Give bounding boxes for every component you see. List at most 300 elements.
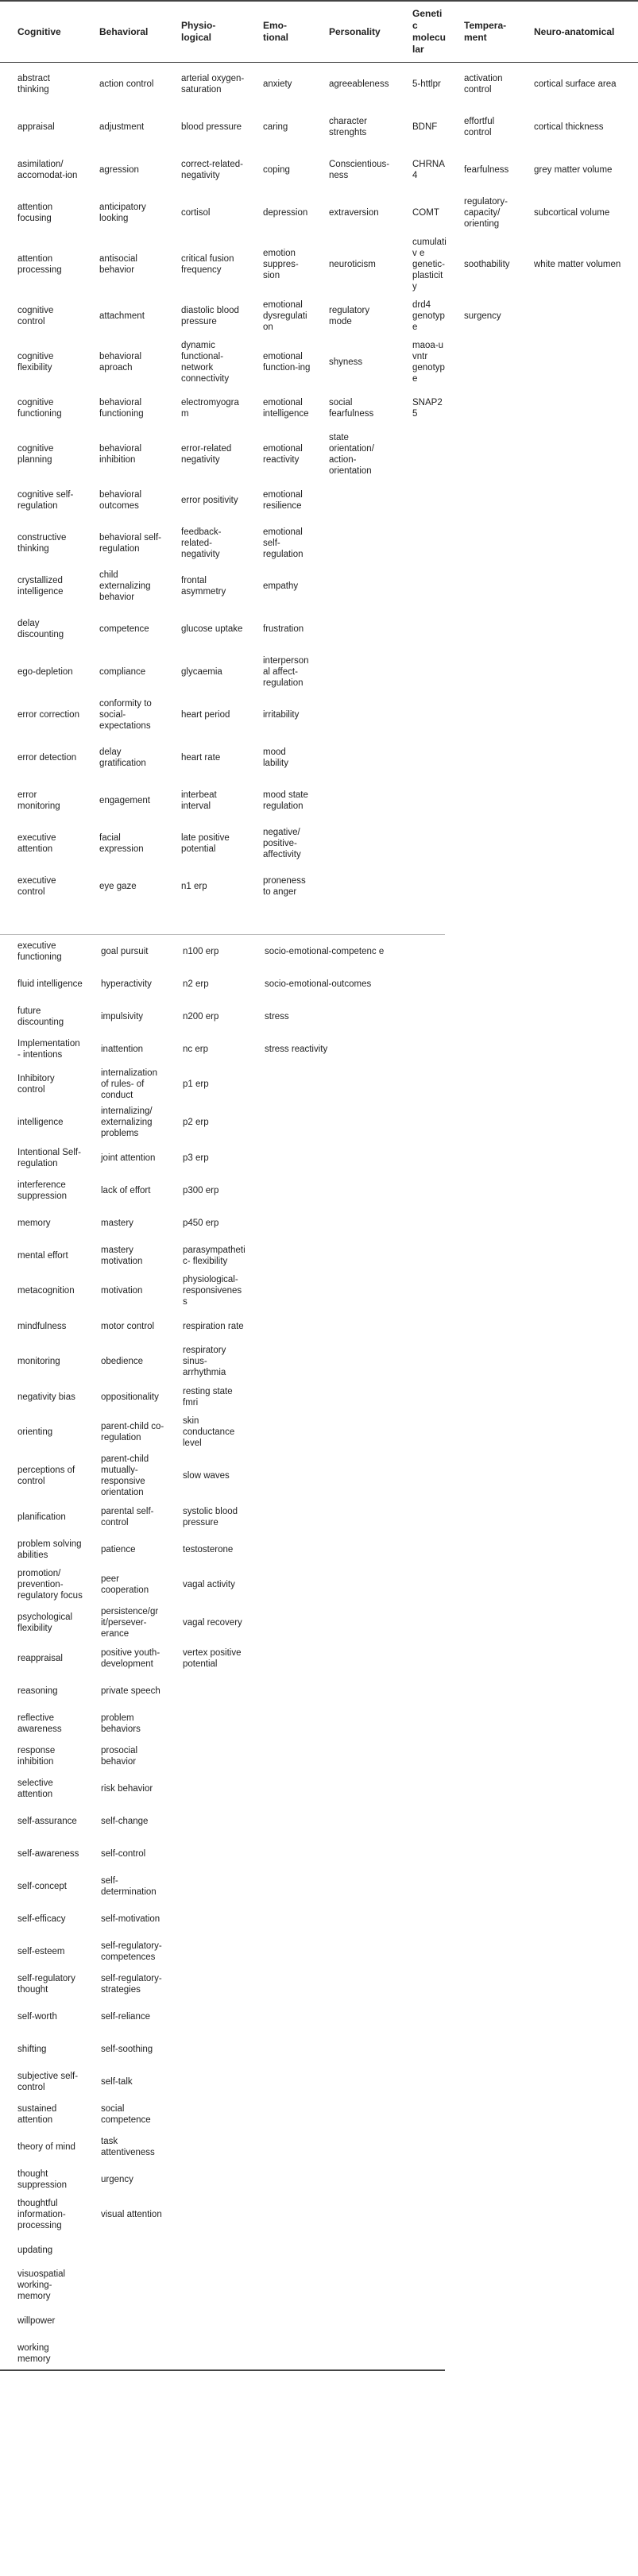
table-cell: reasoning	[17, 1686, 58, 1696]
table-cell	[165, 1805, 247, 1837]
table-cell: cognitive self-regulation	[17, 490, 74, 511]
table-row	[0, 565, 638, 608]
table-cell: interbeat interval	[181, 790, 217, 811]
table-row	[0, 1451, 445, 1500]
table-cell: self-concept	[17, 1881, 68, 1891]
table-cell	[247, 1707, 445, 1740]
table-cell: agression	[99, 165, 139, 175]
table-cell: empathy	[263, 581, 299, 591]
table-cell: socio-emotional-outcomes	[265, 979, 372, 989]
table-row	[0, 1566, 445, 1604]
table-cell: character strenghts	[329, 117, 367, 137]
table-cell: regulatory-capacity/ orienting	[464, 197, 508, 229]
table-cell: emotion suppres-sion	[263, 249, 299, 280]
table-row	[0, 2337, 445, 2370]
table-cell: thought suppression	[17, 2169, 68, 2190]
table-cell	[165, 1674, 247, 1707]
table-cell	[165, 2000, 247, 2033]
table-cell: shyness	[329, 357, 363, 367]
table-row	[0, 1642, 445, 1674]
table-cell	[247, 1207, 445, 1239]
table-cell: conformity to social-expectations	[99, 699, 152, 731]
table-cell: impulsivity	[101, 1011, 144, 1022]
table-row	[0, 2098, 445, 2130]
table-cell: visuospatial working-memory	[17, 2269, 66, 2301]
table-cell: interperson al affect-regulation	[263, 656, 309, 688]
table-cell: negativity bias	[17, 1392, 75, 1402]
table-cell: Conscientious-ness	[329, 160, 390, 180]
table-cell: crystallized intelligence	[17, 576, 64, 597]
table-row	[0, 479, 638, 522]
table-cell	[83, 2234, 165, 2266]
table-cell	[165, 2337, 247, 2370]
table-cell: cognitive planning	[17, 444, 54, 465]
table-cell: slow waves	[183, 1471, 230, 1481]
table-cell: p300 erp	[183, 1185, 219, 1195]
constructs-table-bottom	[0, 934, 445, 2371]
table-row	[0, 63, 638, 106]
table-cell: heart rate	[181, 753, 221, 763]
table-cell	[247, 1968, 445, 2000]
table-cell: theory of mind	[17, 2142, 75, 2152]
table-cell	[395, 608, 447, 651]
table-cell: parental self-control	[101, 1506, 154, 1527]
table-cell	[165, 2163, 247, 2196]
column-header: Personality	[329, 25, 381, 37]
table-cell: late positive potential	[181, 833, 230, 854]
table-row	[0, 1342, 445, 1381]
table-cell: SNAP25	[412, 398, 443, 419]
table-cell: internalizing/ externalizing problems	[101, 1106, 153, 1138]
table-cell	[447, 522, 516, 565]
table-cell	[516, 565, 638, 608]
table-cell	[247, 2196, 445, 2234]
table-cell	[247, 1642, 445, 1674]
table-cell	[247, 1740, 445, 1772]
table-cell: constructive thinking	[17, 533, 67, 554]
table-cell: vagal recovery	[183, 1618, 242, 1628]
table-row	[0, 1533, 445, 1566]
table-cell: emotional resilience	[263, 490, 303, 511]
table-cell	[247, 1103, 445, 1141]
table-cell: Intentional Self-regulation	[17, 1147, 81, 1168]
table-cell: error detection	[17, 753, 77, 763]
table-cell: activation control	[464, 74, 503, 95]
table-row	[0, 779, 638, 822]
table-cell	[516, 736, 638, 779]
table-cell: behavioral inhibition	[99, 444, 142, 465]
table-cell: skin conductance level	[183, 1416, 235, 1448]
table-cell: motivation	[101, 1286, 143, 1296]
table-cell	[247, 2033, 445, 2065]
table-row	[0, 1968, 445, 2000]
table-cell: motor control	[101, 1321, 155, 1331]
table-cell: action control	[99, 79, 154, 89]
table-cell	[311, 608, 395, 651]
table-cell: cortical surface area	[534, 79, 617, 89]
table-cell: white matter volumen	[534, 260, 621, 269]
table-row	[0, 1707, 445, 1740]
table-cell: self-esteem	[17, 1946, 65, 1956]
table-cell: executive control	[17, 876, 56, 897]
table-cell: goal pursuit	[101, 946, 149, 956]
table-cell: Inhibitory control	[17, 1074, 55, 1095]
table-cell: self-regulatory thought	[17, 1973, 75, 1995]
table-cell	[165, 1772, 247, 1805]
table-row	[0, 1413, 445, 1451]
table-cell	[165, 2234, 247, 2266]
table-cell: positive youth-development	[101, 1647, 160, 1669]
table-row	[0, 2304, 445, 2337]
table-cell	[311, 779, 395, 822]
table-cell	[83, 2337, 165, 2370]
table-cell: correct-related-negativity	[181, 160, 243, 180]
table-row	[0, 2196, 445, 2234]
column-header: Genetic molecular	[412, 8, 447, 55]
table-row	[0, 1805, 445, 1837]
table-cell	[83, 2266, 165, 2304]
table-row	[0, 338, 638, 387]
table-cell	[165, 2098, 247, 2130]
column-header: Behavioral	[99, 25, 149, 37]
table-cell: vertex positive potential	[183, 1647, 242, 1669]
table-cell	[447, 479, 516, 522]
table-cell: intelligence	[17, 1118, 64, 1127]
table-cell: electromyogra m	[181, 398, 239, 419]
table-cell: BDNF	[412, 122, 438, 132]
table-cell: metacognition	[17, 1286, 75, 1296]
table-cell	[447, 387, 516, 430]
table-row	[0, 2033, 445, 2065]
table-cell: social fearfulness	[329, 398, 374, 419]
table-cell: n100 erp	[183, 946, 219, 956]
table-row	[0, 1935, 445, 1968]
table-row	[0, 1207, 445, 1239]
table-cell: self-regulatory-strategies	[101, 1973, 162, 1995]
table-cell: effortful control	[464, 117, 495, 137]
table-cell: peer cooperation	[101, 1574, 149, 1595]
table-cell: vagal activity	[183, 1580, 235, 1589]
table-cell: blood pressure	[181, 122, 242, 132]
table-row	[0, 149, 638, 191]
table-cell	[247, 1935, 445, 1968]
table-cell: emotional reactivity	[263, 444, 303, 465]
table-cell: feedback-related-negativity	[181, 527, 222, 559]
table-cell: facial expression	[99, 833, 144, 854]
table-cell	[165, 1968, 247, 2000]
table-cell: self-control	[101, 1848, 146, 1859]
table-cell: cognitive flexibility	[17, 352, 54, 373]
table-cell: working memory	[17, 2342, 51, 2364]
table-cell	[247, 1413, 445, 1451]
table-row	[0, 608, 638, 651]
table-cell	[516, 430, 638, 479]
table-cell: self-assurance	[17, 1816, 77, 1826]
table-cell: self-motivation	[101, 1914, 160, 1924]
table-cell	[311, 565, 395, 608]
table-cell	[247, 1451, 445, 1500]
table-cell	[165, 2304, 247, 2337]
table-cell: fluid intelligence	[17, 979, 83, 989]
table-row	[0, 1033, 445, 1065]
table-cell: behavioral functioning	[99, 398, 144, 419]
table-cell	[516, 865, 638, 908]
table-cell	[395, 779, 447, 822]
table-cell: obedience	[101, 1357, 144, 1366]
table-cell	[247, 2130, 445, 2163]
table-cell: n2 erp	[183, 979, 209, 989]
column-header: Cognitive	[17, 25, 61, 37]
table-cell: problem behaviors	[101, 1713, 141, 1734]
table-cell	[311, 822, 395, 865]
table-row	[0, 2266, 445, 2304]
table-cell	[447, 608, 516, 651]
table-cell: delay discounting	[17, 619, 64, 639]
table-cell: depression	[263, 208, 308, 218]
table-body-top	[0, 63, 638, 909]
table-cell: error positivity	[181, 496, 238, 505]
table-cell	[247, 1239, 445, 1272]
table-cell: regulatory mode	[329, 306, 370, 326]
table-cell	[165, 1935, 247, 1968]
table-cell: private speech	[101, 1686, 160, 1696]
constructs-table-top	[0, 0, 638, 908]
table-cell: agreeableness	[329, 79, 389, 89]
table-cell: child externalizing behavior	[99, 570, 151, 602]
table-cell: updating	[17, 2245, 53, 2255]
table-cell: error monitoring	[17, 790, 60, 811]
table-cell	[247, 2000, 445, 2033]
table-cell	[247, 2163, 445, 2196]
table-cell	[247, 1566, 445, 1604]
table-body-bottom	[0, 935, 445, 2371]
table-cell: 5-httlpr	[412, 79, 441, 89]
table-row	[0, 736, 638, 779]
table-cell: respiration rate	[183, 1321, 244, 1331]
table-cell: self-talk	[101, 2076, 133, 2087]
table-cell: interference suppression	[17, 1180, 68, 1201]
table-cell: parasympatheti c- flexibility	[183, 1245, 246, 1266]
table-cell: error-related negativity	[181, 444, 232, 465]
table-row	[0, 1772, 445, 1805]
table-cell: self-regulatory-competences	[101, 1941, 162, 1962]
table-cell	[447, 736, 516, 779]
table-cell	[247, 1272, 445, 1310]
table-cell: anxiety	[263, 79, 292, 89]
table-cell: risk behavior	[101, 1783, 153, 1794]
table-cell: sustained attention	[17, 2103, 57, 2125]
table-cell	[247, 1065, 445, 1103]
table-cell: psychological flexibility	[17, 1612, 73, 1633]
table-row	[0, 387, 638, 430]
table-cell: perceptions of control	[17, 1466, 75, 1486]
table-cell	[395, 522, 447, 565]
table-cell: p450 erp	[183, 1218, 219, 1228]
table-cell: mastery	[101, 1218, 133, 1228]
table-cell: negative/ positive-affectivity	[263, 828, 301, 859]
table-cell: ego-depletion	[17, 667, 73, 677]
table-cell	[516, 338, 638, 387]
table-row	[0, 1837, 445, 1870]
table-cell: fearfulness	[464, 165, 509, 175]
table-cell: critical fusion frequency	[181, 254, 234, 275]
column-header: Emo-tional	[263, 20, 288, 43]
table-cell: extraversion	[329, 208, 379, 218]
table-cell: caring	[263, 122, 288, 132]
table-cell	[311, 736, 395, 779]
table-cell: persistence/gr it/persever-erance	[101, 1607, 159, 1639]
table-cell: grey matter volume	[534, 165, 613, 175]
table-cell	[247, 1805, 445, 1837]
table-cell: neuroticism	[329, 260, 376, 269]
table-row	[0, 1239, 445, 1272]
table-cell: mood state regulation	[263, 790, 308, 811]
table-cell: attachment	[99, 311, 145, 321]
table-cell: frontal asymmetry	[181, 576, 226, 597]
table-cell: selective attention	[17, 1778, 53, 1799]
table-cell	[447, 565, 516, 608]
table-cell: stress	[265, 1011, 289, 1022]
table-cell	[247, 2304, 445, 2337]
table-cell: oppositionality	[101, 1392, 159, 1402]
table-row	[0, 1174, 445, 1207]
table-row	[0, 1870, 445, 1902]
table-cell: heart period	[181, 710, 230, 720]
table-cell	[247, 1772, 445, 1805]
table-cell: prosocial behavior	[101, 1745, 138, 1767]
table-cell: irritability	[263, 710, 300, 720]
table-cell: hyperactivity	[101, 979, 152, 989]
table-cell: executive functioning	[17, 940, 62, 962]
table-cell	[516, 522, 638, 565]
table-cell: emotional intelligence	[263, 398, 309, 419]
table-cell: socio-emotional-competenc e	[265, 946, 385, 956]
table-cell	[447, 693, 516, 736]
table-cell	[247, 2098, 445, 2130]
table-cell: p3 erp	[183, 1153, 209, 1163]
table-cell	[395, 736, 447, 779]
table-cell: lack of effort	[101, 1185, 151, 1195]
table-cell: coping	[263, 165, 290, 175]
table-cell: monitoring	[17, 1357, 60, 1366]
table-cell	[395, 565, 447, 608]
table-cell: respiratory sinus-arrhythmia	[183, 1346, 226, 1377]
table-cell: promotion/ prevention-regulatory focus	[17, 1569, 83, 1601]
table-cell	[247, 2337, 445, 2370]
table-cell	[247, 2266, 445, 2304]
table-cell: self-reliance	[101, 2011, 150, 2022]
table-cell	[311, 522, 395, 565]
table-cell: self-change	[101, 1816, 149, 1826]
table-cell: compliance	[99, 667, 146, 677]
table-cell: parent-child co-regulation	[101, 1422, 164, 1442]
table-row	[0, 822, 638, 865]
table-cell	[247, 1174, 445, 1207]
table-cell: visual attention	[101, 2210, 162, 2219]
table-cell: willpower	[17, 2315, 56, 2326]
table-cell	[447, 822, 516, 865]
table-cell: behavioral aproach	[99, 352, 142, 373]
table-cell: cumulativ e genetic-plasticity	[412, 238, 447, 292]
table-cell	[311, 479, 395, 522]
table-cell: parent-child mutually-responsive orientation	[101, 1454, 149, 1497]
table-row	[0, 1604, 445, 1642]
table-cell: Implementation - intentions	[17, 1038, 80, 1060]
table-row	[0, 1902, 445, 1935]
table-cell: attention processing	[17, 254, 62, 275]
table-cell	[447, 430, 516, 479]
table-cell	[247, 1141, 445, 1174]
table-cell: self-determination	[101, 1875, 157, 1897]
table-cell: inattention	[101, 1044, 144, 1054]
table-cell: shifting	[17, 2044, 47, 2054]
table-cell: self-worth	[17, 2011, 57, 2022]
table-cell: behavioral self-regulation	[99, 533, 161, 554]
table-cell: social competence	[101, 2103, 151, 2125]
table-row	[0, 2163, 445, 2196]
table-cell: systolic blood pressure	[183, 1506, 238, 1527]
table-cell: emotional dysregulati on	[263, 300, 307, 332]
table-cell	[165, 2266, 247, 2304]
table-cell: delay gratification	[99, 747, 146, 768]
table-cell: soothability	[464, 260, 510, 269]
table-cell: antisocial behavior	[99, 254, 137, 275]
table-row	[0, 430, 638, 479]
table-cell	[447, 865, 516, 908]
table-cell	[516, 651, 638, 693]
table-cell	[247, 1604, 445, 1642]
table-cell: attention focusing	[17, 203, 53, 223]
table-cell: self-efficacy	[17, 1914, 66, 1924]
table-row	[0, 1103, 445, 1141]
table-cell	[165, 2033, 247, 2065]
table-cell: nc erp	[183, 1044, 208, 1054]
table-cell	[247, 1837, 445, 1870]
table-cell	[395, 693, 447, 736]
table-row	[0, 2000, 445, 2033]
table-cell	[516, 387, 638, 430]
table-cell	[165, 2130, 247, 2163]
table-cell: testosterone	[183, 1544, 234, 1554]
table-cell: future discounting	[17, 1006, 64, 1027]
table-cell: stress reactivity	[265, 1044, 328, 1054]
table-row	[0, 651, 638, 693]
table-cell: cognitive functioning	[17, 398, 62, 419]
table-cell	[311, 865, 395, 908]
table-cell: mastery motivation	[101, 1245, 143, 1266]
table-cell: thoughtful information-processing	[17, 2199, 66, 2230]
table-cell	[165, 1740, 247, 1772]
table-row	[0, 295, 638, 338]
table-cell: maoa-u vntr genotype	[412, 341, 445, 384]
table-row	[0, 106, 638, 149]
table-cell: internalization of rules- of conduct	[101, 1068, 157, 1100]
table-cell: competence	[99, 624, 149, 634]
table-cell	[395, 865, 447, 908]
table-cell: planification	[17, 1512, 66, 1522]
table-cell: mindfulness	[17, 1321, 67, 1331]
table-cell: subcortical volume	[534, 208, 610, 218]
table-row	[0, 1674, 445, 1707]
table-cell: joint attention	[101, 1153, 156, 1163]
table-cell: state orientation/ action-orientation	[329, 433, 374, 476]
table-cell: asimilation/ accomodat-ion	[17, 160, 78, 180]
table-cell	[395, 430, 447, 479]
table-cell: n1 erp	[181, 882, 207, 891]
table-cell	[516, 479, 638, 522]
table-cell	[516, 295, 638, 338]
table-cell: problem solving abilities	[17, 1539, 82, 1560]
